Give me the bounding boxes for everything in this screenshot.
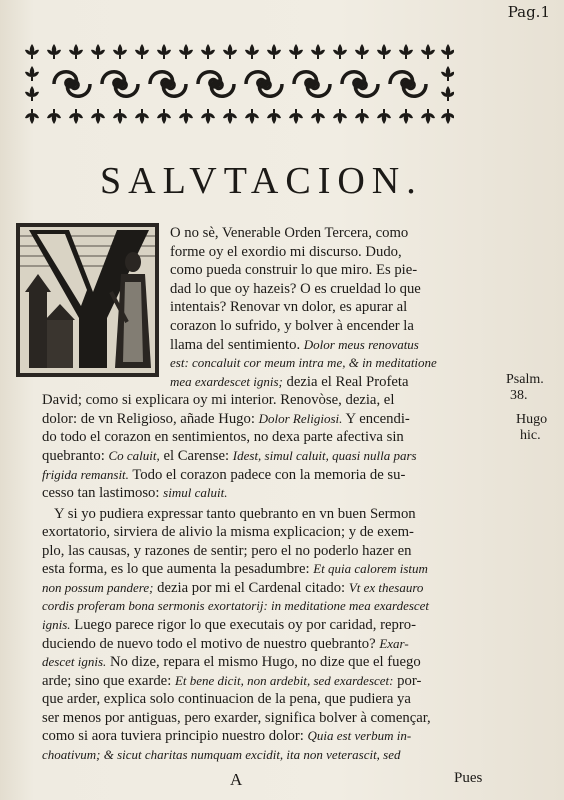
- text-line-28-text: como si aora tuviera principio nuestro dolor:: [42, 728, 308, 745]
- latin-quote: Vt ex thesauro: [348, 579, 424, 595]
- latin-quote: non possum pandere;: [42, 579, 154, 595]
- text-line-4-text: dad lo que oy hazeis? O es crueldad lo que: [170, 280, 421, 297]
- scroll-band: [54, 72, 426, 97]
- margin-note-hugo-label: Hugo: [516, 412, 548, 427]
- latin-quote: Et bene dicit, non ardebit, sed exardescet:: [174, 672, 394, 688]
- latin-quote: mea exardescet ignis;: [170, 373, 283, 389]
- text-line-15-text: cesso tan lastimoso:: [42, 485, 164, 502]
- text-line-11-mid: Y encendi-: [342, 410, 410, 427]
- text-line-24-tail: No dize, repara el mismo Hugo, no dize que el fuego: [106, 654, 421, 671]
- text-line-13: [42, 447, 417, 466]
- latin-quote: Exar-: [379, 635, 409, 651]
- latin-quote: simul caluit.: [163, 485, 228, 501]
- text-line-14-tail: Todo el corazon padece con la memoria de su-: [128, 466, 406, 483]
- latin-quote: Idest, simul caluit, quasi nulla pars: [232, 447, 417, 463]
- text-line-14: [42, 466, 405, 485]
- text-line-13-mid: el Carense:: [159, 447, 233, 464]
- text-line-12-text: do todo el corazon en sentimientos, no dexa parte afectiva sin: [42, 429, 404, 446]
- text-line-11-text: dolor: de vn Religioso, añade Hugo:: [42, 410, 259, 427]
- text-line-1: [170, 224, 408, 243]
- text-line-17-text: exortatorio, sirviera de alivio la misma explicacion; y de exem-: [42, 524, 414, 541]
- text-line-9: [170, 373, 408, 392]
- text-line-26: [42, 690, 411, 709]
- text-line-29: [42, 746, 401, 765]
- text-line-3-text: como pueda construir lo que miro. Es pie-: [170, 262, 418, 279]
- text-line-6-text: corazon lo sufrido, y bolver à encender la: [170, 317, 414, 334]
- page-title: SALVTACION.: [100, 160, 423, 202]
- text-line-22: [42, 616, 416, 635]
- fleur-column-left: [25, 66, 39, 101]
- latin-quote: Et quia calorem istum: [313, 561, 428, 577]
- text-line-15: [42, 484, 227, 503]
- text-line-27: [42, 709, 431, 728]
- latin-quote: Quia est verbum in-: [307, 728, 412, 744]
- woodcut-initial-y: [15, 222, 160, 378]
- text-line-27-text: ser menos por antiguas, pero exarder, significa bolver à començar,: [42, 709, 431, 726]
- text-line-23: [42, 635, 409, 654]
- text-line-9-tail: dezia el Real Profeta: [282, 373, 409, 390]
- margin-note-psalm-number: 38.: [510, 388, 528, 403]
- text-line-6: [170, 317, 414, 336]
- margin-note-hugo-hic: hic.: [520, 428, 541, 443]
- latin-quote: Dolor meus renovatus: [303, 336, 419, 352]
- text-line-10-text: David; como si explicara oy mi interior. Renovòse, dezia, el: [42, 392, 395, 409]
- latin-quote: frigida remansit.: [42, 466, 129, 482]
- text-line-5: [170, 298, 407, 317]
- text-line-11: [42, 410, 410, 429]
- latin-quote: choativum; & sicut charitas numquam excidit, ita non veterascit, sed: [42, 747, 401, 762]
- text-line-5-text: intentais? Renovar vn dolor, es apurar al: [170, 299, 408, 316]
- text-line-8: [170, 354, 437, 373]
- text-line-19: [42, 560, 428, 579]
- text-line-21: [42, 597, 429, 616]
- margin-note-psalm-label: Psalm.: [506, 372, 544, 387]
- text-line-1-text: O no sè, Venerable Orden Tercera, como: [170, 225, 409, 241]
- text-line-25: [42, 672, 421, 691]
- text-line-16: [54, 505, 416, 524]
- text-line-25-tail: por-: [393, 672, 422, 689]
- page-number: Pag.1: [507, 3, 550, 21]
- text-line-17: [42, 523, 414, 542]
- text-line-7: [170, 336, 419, 355]
- latin-quote: Dolor Religiosi.: [258, 410, 343, 426]
- text-line-23-text: duciendo de nuevo todo el motivo de nuestro quebranto?: [42, 635, 380, 652]
- text-line-22-tail: Luego parece rigor lo que executais oy por caridad, repro-: [70, 617, 416, 633]
- latin-quote: Co caluit,: [108, 447, 160, 463]
- margin-note-psalm: [506, 372, 544, 404]
- text-line-24: [42, 653, 421, 672]
- margin-note-hugo: [516, 412, 547, 444]
- text-line-20: [42, 579, 423, 598]
- text-line-16-text: Y si yo pudiera expressar tanto quebranto en vn buen Sermon: [54, 505, 416, 522]
- latin-quote: est: concaluit cor meum intra me, & in meditatione: [170, 355, 437, 370]
- text-line-28: [42, 727, 411, 746]
- text-line-7-text: llama del sentimiento.: [170, 336, 304, 353]
- latin-quote: ignis.: [42, 617, 71, 632]
- text-line-18: [42, 542, 412, 561]
- text-line-25-text: arde; sino que exarde:: [42, 672, 175, 689]
- text-line-26-text: que arder, explica solo continuacion de la pena, que pudiera ya: [42, 691, 411, 708]
- text-line-3: [170, 261, 417, 280]
- text-line-2-text: forme oy el exordio mi discurso. Dudo,: [170, 243, 402, 260]
- text-line-18-text: plo, las causas, y razones de sentir; pero el no poderlo hazer en: [42, 542, 412, 559]
- fleur-column-right: [441, 66, 454, 101]
- text-line-20-tail: dezia por mi el Cardenal citado:: [153, 579, 349, 596]
- text-line-19-text: esta forma, es lo que aumenta la pesadumbre:: [42, 561, 314, 578]
- fleur-row-bottom: [25, 109, 454, 124]
- text-line-13-text: quebranto:: [42, 447, 109, 464]
- signature-mark: A: [230, 770, 243, 789]
- text-line-4: [170, 280, 421, 299]
- latin-quote: cordis proferam bona sermonis exortatorij: in meditatione mea exardescet: [42, 598, 430, 614]
- text-line-12: [42, 428, 404, 447]
- text-line-10: [42, 391, 394, 410]
- ornamental-headpiece: [20, 40, 454, 128]
- catchword: Pues: [454, 770, 483, 786]
- fleur-row-top: [25, 44, 454, 59]
- text-line-2: [170, 243, 402, 262]
- latin-quote: descet ignis.: [42, 654, 107, 670]
